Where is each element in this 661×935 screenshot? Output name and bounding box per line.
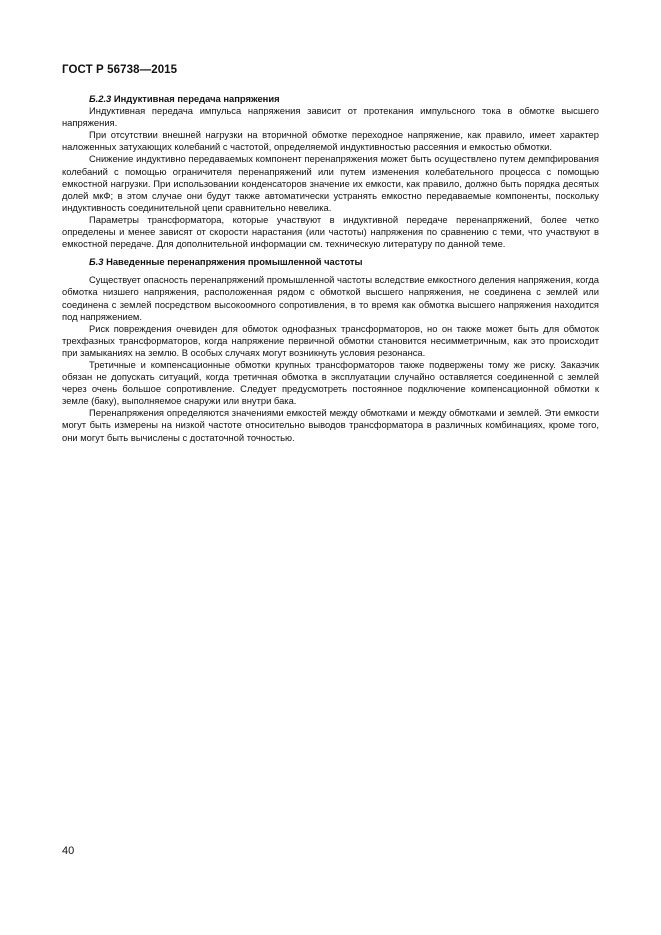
section-b-3: [62, 256, 599, 443]
paragraph: Существует опасность перенапряжений промышленной частоты вследствие емкостного деления напряжения, когда обмотка низшего напряжения, расположенная рядом с обмоткой высшего напряжения, не соединена с землей или соединена с землей посредством высокоомного сопротивления, в то время как обмотка высшего напряжения находится под напряжением.: [62, 274, 599, 322]
paragraph: Третичные и компенсационные обмотки крупных трансформаторов также подвержены тому же риску. Заказчик обязан не допускать ситуаций, когда третичная обмотка в эксплуатации случайно оставляется соединенной с землей через очень большое сопротивление. Следует предусмотреть постоянное подключение компенсационной обмотки к земле (баку), выполняемое снаружи или внутри бака.: [62, 358, 599, 407]
paragraph: При отсутствии внешней нагрузки на вторичной обмотке переходное напряжение, как правило, имеет характер наложенных затухающих колебаний с частотой, определяемой индуктивностью рассеяния и емкостью обмотки.: [62, 129, 599, 153]
section-number: Б.3: [89, 256, 104, 268]
paragraph: Индуктивная передача импульса напряжения зависит от протекания импульсного тока в обмотке высшего напряжения.: [62, 105, 599, 129]
paragraph: Риск повреждения очевиден для обмоток однофазных трансформаторов, но он также может быть для обмоток трехфазных трансформаторов, когда напряжение первичной обмотки становится несимметричным, как это происходит при замыканиях на землю. В особых случаях могут возникнуть условия резонанса.: [62, 322, 599, 358]
paragraph: Снижение индуктивно передаваемых компонент перенапряжения может быть осуществлено путем демпфирования колебаний с помощью ограничителя перенапряжений или путем изменения колебательного процесса с помощью емкостной нагрузки. При использовании конденсаторов значение их емкости, как правило, должно быть порядка десятых долей мкФ; в этом случае они будут также автоматически устранять емкостно передаваемые компоненты, поскольку индуктивность соединительной цепи сравнительно невелика.: [62, 153, 599, 213]
section-heading: [62, 93, 599, 105]
section-title: Наведенные перенапряжения промышленной частоты: [103, 256, 363, 268]
document-body: [62, 93, 599, 444]
page-number: 40: [62, 845, 75, 857]
section-b-2-3: [62, 93, 599, 250]
section-number: Б.2.3: [89, 93, 112, 104]
paragraph: Параметры трансформатора, которые участвуют в индуктивной передаче перенапряжений, более четко определены и менее зависят от скорости нарастания (или частоты) напряжения по сравнению с теми, что участвуют в емкостной передаче. Для дополнительной информации см. техническую литературу по данной теме.: [62, 213, 599, 250]
section-title: Индуктивная передача напряжения: [111, 93, 280, 104]
paragraph: Перенапряжения определяются значениями емкостей между обмотками и между обмотками и землей. Эти емкости могут быть измерены на низкой частоте относительно выводов трансформатора в различных комбинациях, кроме того, они могут быть вычислены с достаточной точностью.: [62, 407, 599, 443]
section-heading: [62, 256, 599, 268]
document-code-header: ГОСТ Р 56738—2015: [62, 64, 178, 76]
